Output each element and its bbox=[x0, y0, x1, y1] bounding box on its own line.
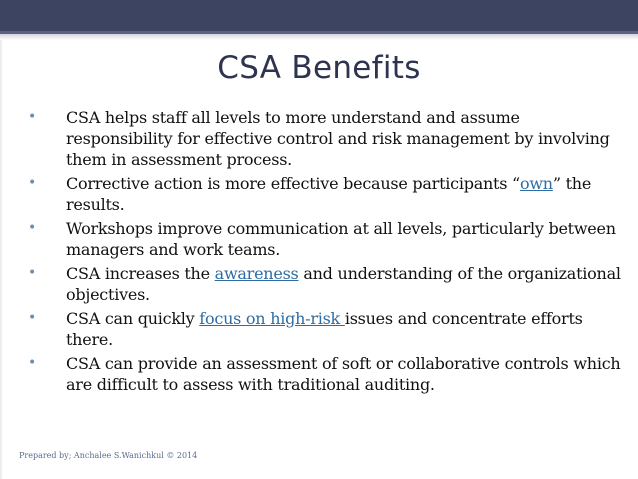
slide-title: CSA Benefits bbox=[217, 50, 421, 86]
bullet-item bbox=[26, 107, 626, 170]
bullet-text: Corrective action is more effective because participants “ bbox=[66, 174, 520, 193]
bullet-text: CSA helps staff all levels to more understand and assume responsibility for effective control and risk management by involving them in assessment process. bbox=[66, 108, 610, 169]
hyperlink[interactable]: focus on high-risk bbox=[199, 309, 345, 328]
bullet-text: CSA can quickly bbox=[66, 309, 200, 328]
footer-credit: Prepared by; Anchalee S.Wanichkul © 2014 bbox=[19, 451, 198, 460]
bullet-text: issues and concentrate efforts there. bbox=[66, 309, 583, 349]
bullet-dot-icon: • bbox=[28, 220, 37, 236]
bullet-item bbox=[26, 308, 626, 350]
bullet-item bbox=[26, 353, 626, 395]
hyperlink[interactable]: awareness bbox=[214, 264, 299, 283]
header-bar bbox=[0, 0, 638, 34]
left-edge-shadow bbox=[0, 40, 3, 479]
bullet-dot-icon: • bbox=[28, 355, 37, 371]
header-accent bbox=[0, 34, 638, 40]
bullet-text: CSA increases the bbox=[66, 264, 215, 283]
bullet-text: ” the results. bbox=[66, 174, 592, 214]
hyperlink[interactable]: own bbox=[519, 174, 553, 193]
bullet-text: and understanding of the organizational objectives. bbox=[66, 264, 621, 304]
bullet-dot-icon: • bbox=[28, 265, 37, 281]
bullet-text: CSA can provide an assessment of soft or collaborative controls which are difficult to assess with traditional auditing. bbox=[66, 354, 621, 394]
bullet-item bbox=[26, 218, 626, 260]
bullet-dot-icon: • bbox=[28, 310, 37, 326]
bullet-dot-icon: • bbox=[28, 175, 37, 191]
bullet-text: Workshops improve communication at all levels, particularly between managers and work teams. bbox=[66, 219, 616, 259]
bullet-item bbox=[26, 263, 626, 305]
bullet-item bbox=[26, 173, 626, 215]
bullet-dot-icon: • bbox=[28, 109, 37, 125]
bullet-list bbox=[26, 107, 626, 398]
